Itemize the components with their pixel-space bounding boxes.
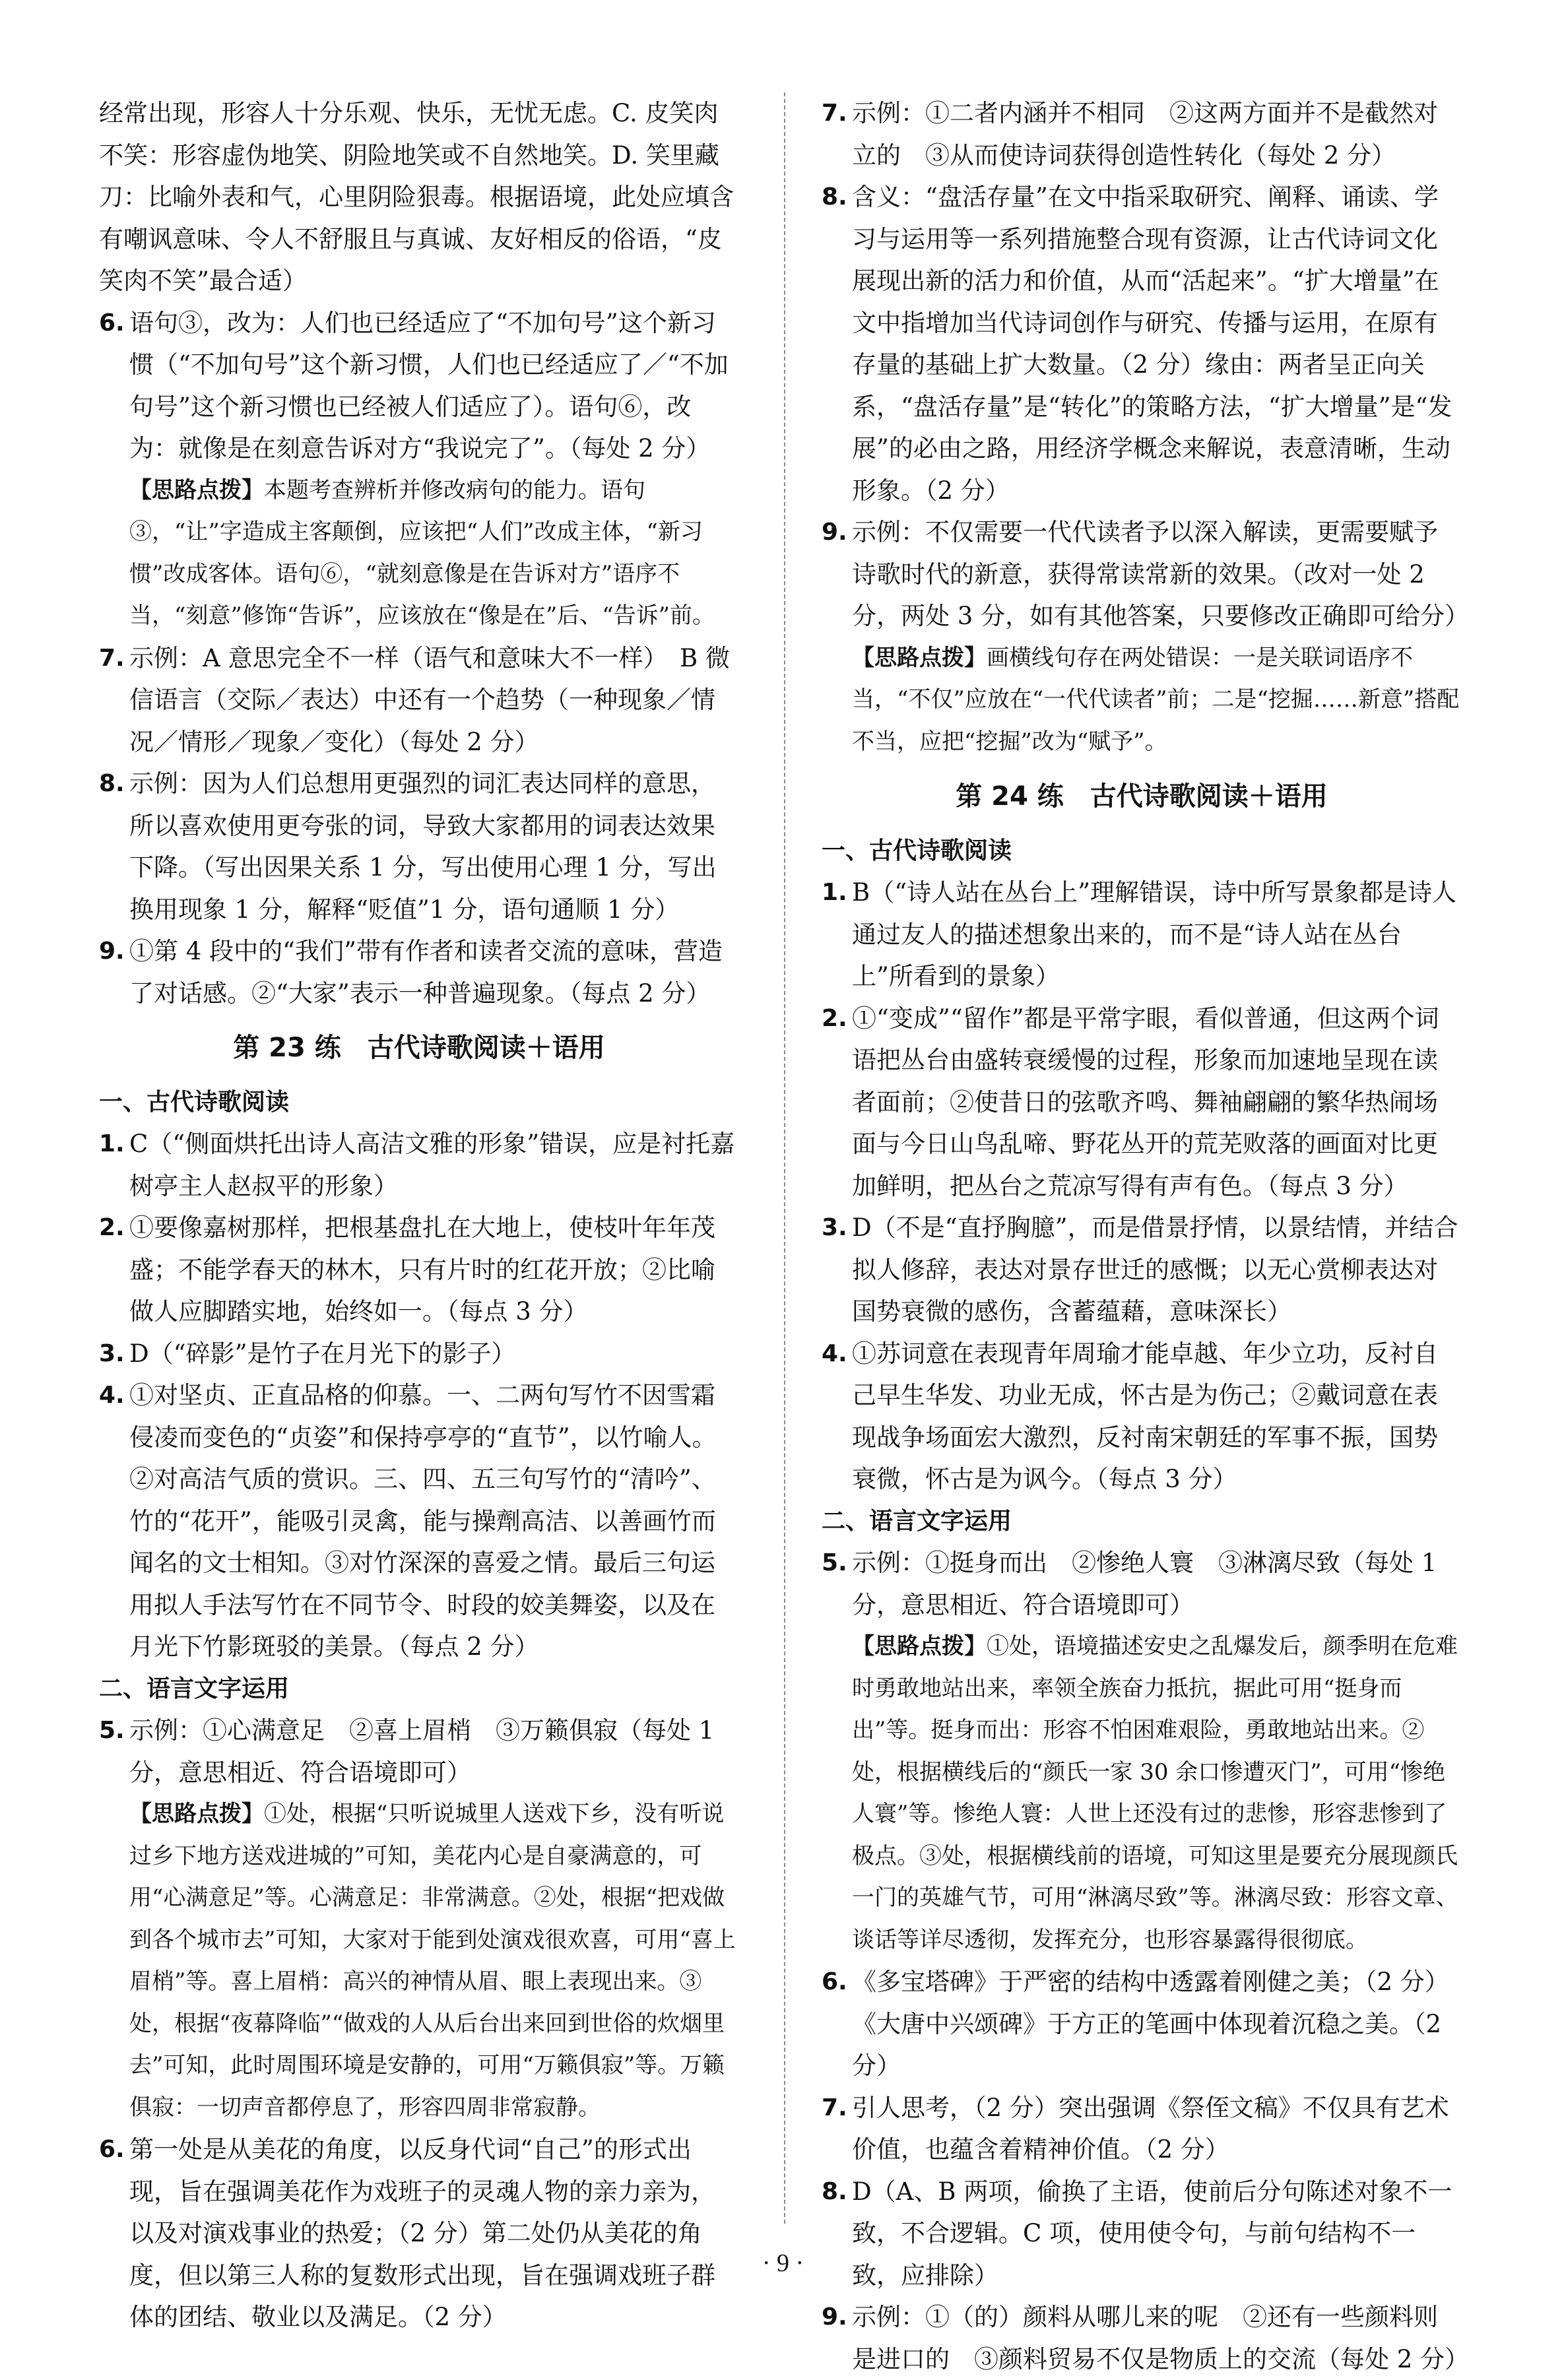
answer-text: 示例：①心满意足 ②喜上眉梢 ③万籁俱寂（每处 1 分，意思相近、符合语境即可）	[129, 1716, 715, 1787]
answer-item-6	[822, 1961, 1462, 2087]
answer-item-6	[99, 302, 739, 470]
item-number: 5.	[99, 1717, 125, 1744]
answer-text: ①第 4 段中的“我们”带有作者和读者交流的意味，营造了对话感。②“大家”表示一种普遍现象。（每点 2 分）	[129, 937, 723, 1008]
answer-item-7	[99, 637, 739, 763]
answer-item-6b	[99, 2129, 739, 2338]
section-title: 二、语言文字运用	[99, 1675, 290, 1702]
item-number: 1.	[822, 879, 847, 906]
section-title: 一、古代诗歌阅读	[99, 1088, 290, 1116]
hint-text: 本题考查辨析并修改病句的能力。语句③，“让”字造成主客颠倒，应该把“人们”改成主体，“新习惯”改成客体。语句⑥，“就刻意像是在告诉对方”语序不当，“刻意”修饰“告诉”，应该放在“像是在”后、“告诉”前。	[129, 476, 715, 629]
answer-text: ①对坚贞、正直品格的仰慕。一、二两句写竹不因雪霜侵凌而变色的“贞姿”和保持亭亭的“直节”，以竹喻人。②对高洁气质的赏识。三、四、五三句写竹的“清吟”、竹的“花开”，能吸引灵禽，能与操劑高洁、以善画竹而闻名的文士相知。③对竹深深的喜爱之情。最后三句运用拟人手法写竹在不同节令、时段的姣美舞姿，以及在月光下竹影斑驳的美景。（每点 2 分）	[129, 1381, 717, 1661]
item-number: 1.	[99, 1130, 125, 1157]
hint-tag: 【思路点拨】	[129, 1801, 264, 1827]
answer-text: 示例：①（的）颜料从哪儿来的呢 ②还有一些颜料则是进口的 ③颜料贸易不仅是物质上的交流（每处 2 分）	[852, 2303, 1470, 2373]
lesson-24-title: 第 24 练 古代诗歌阅读＋语用	[956, 781, 1328, 812]
answer-item-4	[99, 1374, 739, 1668]
answer-text: C（“侧面烘托出诗人高洁文雅的形象”错误，应是衬托嘉树亭主人赵叔平的形象）	[129, 1130, 735, 1200]
hint-tag: 【思路点拨】	[852, 644, 987, 671]
answer-item-1	[99, 1123, 739, 1207]
answer-item-1	[822, 872, 1462, 998]
item-number: 4.	[822, 1339, 847, 1367]
left-column	[99, 92, 739, 2338]
item-number: 2.	[99, 1214, 125, 1241]
answer-item-2	[99, 1207, 739, 1333]
answer-item-9	[99, 930, 739, 1014]
answer-item-8	[99, 763, 739, 930]
item-number: 7.	[822, 2094, 847, 2121]
hint-tag: 【思路点拨】	[129, 476, 264, 503]
answer-item-7	[822, 92, 1462, 176]
answer-text: 《多宝塔碑》于严密的结构中透露着刚健之美；（2 分）《大唐中兴颂碑》于方正的笔画中体现着沉稳之美。（2 分）	[852, 1968, 1449, 2080]
item-number: 8.	[822, 183, 847, 210]
section-title: 二、语言文字运用	[822, 1507, 1012, 1535]
hint-note	[99, 1793, 739, 2129]
answer-item-3	[99, 1333, 739, 1375]
hint-text: 画横线句存在两处错误：一是关联词语序不当，“不仅”应放在“一代代读者”前；二是“挖掘……新意”搭配不当，应把“挖掘”改为“赋予”。	[852, 644, 1460, 755]
item-number: 6.	[822, 1968, 847, 1995]
item-number: 4.	[99, 1382, 125, 1409]
item-number: 5.	[822, 1549, 847, 1576]
section-title: 一、古代诗歌阅读	[822, 837, 1012, 864]
answer-item-9	[822, 511, 1470, 637]
hint-note	[822, 637, 1462, 763]
item-number: 9.	[99, 938, 125, 965]
item-number: 6.	[99, 2136, 125, 2163]
answer-item-5	[99, 1710, 739, 1793]
item-number: 3.	[822, 1214, 847, 1241]
hint-text: ①处，语境描述安史之乱爆发后，颜季明在危难时勇敢地站出来，率领全族奋力抵抗，据此可用“挺身而出”等。挺身而出：形容不怕困难艰险，勇敢地站出来。②处，根据横线后的“颜氏一家 30 余口惨遭灭门”，可用“惨绝人寰”等。惨绝人寰：人世上还没有过的悲惨，形容悲惨到了极点。③处，根据横线前的语境，可知这里是要充分展现颜氏一门的英雄气节，可用“淋漓尽致”等。淋漓尽致：形容文章、谈话等详尽透彻，发挥充分，也形容暴露得很彻底。	[852, 1633, 1458, 1953]
answer-text: 示例：因为人们总想用更强烈的词汇表达同样的意思，所以喜欢使用更夸张的词，导致大家都用的词表达效果下降。（写出因果关系 1 分，写出使用心理 1 分，写出换用现象 1 分，解释“贬值”1 分，语句通顺 1 分）	[129, 769, 717, 924]
lesson-23-title: 第 23 练 古代诗歌阅读＋语用	[233, 1033, 605, 1063]
right-column	[822, 92, 1470, 2380]
page-number: · 9 ·	[762, 2249, 804, 2277]
hint-text: ①处，根据“只听说城里人送戏下乡，没有听说过乡下地方送戏进城的”可知，美花内心是自豪满意的，可用“心满意足”等。心满意足：非常满意。②处，根据“把戏做到各个城市去”可知，大家对于能到处演戏很欢喜，可用“喜上眉梢”等。喜上眉梢：高兴的神情从眉、眼上表现出来。③处，根据“夜幕降临”“做戏的人从后台出来回到世俗的炊烟里去”可知，此时周围环境是安静的，可用“万籁俱寂”等。万籁俱寂：一切声音都停息了，形容四周非常寂静。	[129, 1801, 736, 2121]
answer-text: 示例：A 意思完全不一样（语气和意味大不一样） B 微信语言（交际／表达）中还有一个趋势（一种现象／情况／情形／现象／变化）（每处 2 分）	[129, 643, 730, 756]
answer-text: ①要像嘉树那样，把根基盘扎在大地上，使枝叶年年茂盛；不能学春天的林木，只有片时的红花开放；②比喻做人应脚踏实地，始终如一。（每点 3 分）	[129, 1213, 715, 1326]
answer-text: 语句③，改为：人们也已经适应了“不加句号”这个新习惯（“不加句号”这个新习惯，人们也已经适应了／“不加句号”这个新习惯也已经被人们适应了）。语句⑥，改为：就像是在刻意告诉对方“我说完了”。（每处 2 分）	[129, 308, 729, 463]
answer-text: 示例：①二者内涵并不相同 ②这两方面并不是截然对立的 ③从而使诗词获得创造性转化（每处 2 分）	[852, 99, 1438, 170]
item-number: 8.	[99, 770, 125, 797]
answer-text: B（“诗人站在丛台上”理解错误，诗中所写景象都是诗人通过友人的描述想象出来的，而不是“诗人站在丛台上”所看到的景象）	[852, 878, 1457, 990]
answer-item-2	[822, 998, 1462, 1207]
answer-text: 含义：“盘活存量”在文中指采取研究、阐释、诵读、学习与运用等一系列措施整合现有资源，让古代诗词文化展现出新的活力和价值，从而“活起来”。“扩大增量”在文中指增加当代诗词创作与研究、传播与运用，在原有存量的基础上扩大数量。（2 分）缘由：两者呈正向关系，“盘活存量”是“转化”的策略方法，“扩大增量”是“发展”的必由之路，用经济学概念来解说，表意清晰，生动形象。（2 分）	[852, 183, 1452, 505]
item-number: 9.	[822, 519, 847, 546]
answer-item-4	[822, 1333, 1462, 1500]
answer-item-5	[822, 1542, 1462, 1626]
continued-answer: 经常出现，形容人十分乐观、快乐，无忧无虑。C. 皮笑肉不笑：形容虚伪地笑、阴险地笑或不自然地笑。D. 笑里藏刀：比喻外表和气，心里阴险狠毒。根据语境，此处应填含有嘲讽意味、令人不舒服且与真诚、友好相反的俗语，“皮笑肉不笑”最合适）	[99, 99, 734, 295]
answer-item-3	[822, 1207, 1462, 1333]
answer-text: ①苏词意在表现青年周瑜才能卓越、年少立功，反衬自己早生华发、功业无成，怀古是为伤己；②戴词意在表现战争场面宏大激烈，反衬南宋朝廷的军事不振，国势衰微，怀古是为讽今。（每点 3 分）	[852, 1339, 1438, 1493]
answer-text: D（“碎影”是竹子在月光下的影子）	[129, 1339, 516, 1368]
answer-text: D（不是“直抒胸臆”，而是借景抒情，以景结情，并结合拟人修辞，表达对景存世迁的感慨；以无心赏柳表达对国势衰微的感伤，含蓄蕴藉，意味深长）	[852, 1213, 1458, 1326]
answer-item-7	[822, 2087, 1462, 2171]
answer-text: 引人思考，（2 分）突出强调《祭侄文稿》不仅具有艺术价值，也蕴含着精神价值。（2 分）	[852, 2093, 1449, 2164]
item-number: 8.	[822, 2177, 847, 2205]
answer-text: 第一处是从美花的角度，以反身代词“自己”的形式出现，旨在强调美花作为戏班子的灵魂人物的亲力亲为，以及对演戏事业的热爱；（2 分）第二处仍从美花的角度，但以第三人称的复数形式出现，旨在强调戏班子群体的团结、敬业以及满足。（2 分）	[129, 2135, 715, 2331]
item-number: 9.	[822, 2303, 847, 2331]
answer-item-9	[822, 2296, 1470, 2380]
item-number: 3.	[99, 1339, 125, 1367]
item-number: 2.	[822, 1004, 847, 1032]
answer-text: D（A、B 两项，偷换了主语，使前后分句陈述对象不一致，不合逻辑。C 项，使用使令句，与前句结构不一致，应排除）	[852, 2177, 1452, 2290]
item-number: 7.	[99, 644, 125, 672]
hint-note	[99, 470, 739, 637]
answer-item-8	[822, 176, 1462, 511]
item-number: 7.	[822, 100, 847, 127]
item-number: 6.	[99, 309, 125, 337]
answer-text: 示例：不仅需要一代代读者予以深入解读，更需要赋予诗歌时代的新意，获得常读常新的效果。（改对一处 2 分，两处 3 分，如有其他答案，只要修改正确即可给分）	[852, 518, 1470, 630]
column-divider	[784, 92, 785, 2224]
answer-text: 示例：①挺身而出 ②惨绝人寰 ③淋漓尽致（每处 1 分，意思相近、符合语境即可）	[852, 1549, 1437, 1619]
hint-tag: 【思路点拨】	[852, 1633, 987, 1659]
answer-text: ①“变成”“留作”都是平常字眼，看似普通，但这两个词语把丛台由盛转衰缓慢的过程，形象而加速地呈现在读者面前；②使昔日的弦歌齐鸣、舞袖翩翩的繁华热闹场面与今日山鸟乱啼、野花丛开的荒芜败落的画面对比更加鲜明，把丛台之荒凉写得有声有色。（每点 3 分）	[852, 1004, 1439, 1200]
hint-note	[822, 1626, 1462, 1961]
